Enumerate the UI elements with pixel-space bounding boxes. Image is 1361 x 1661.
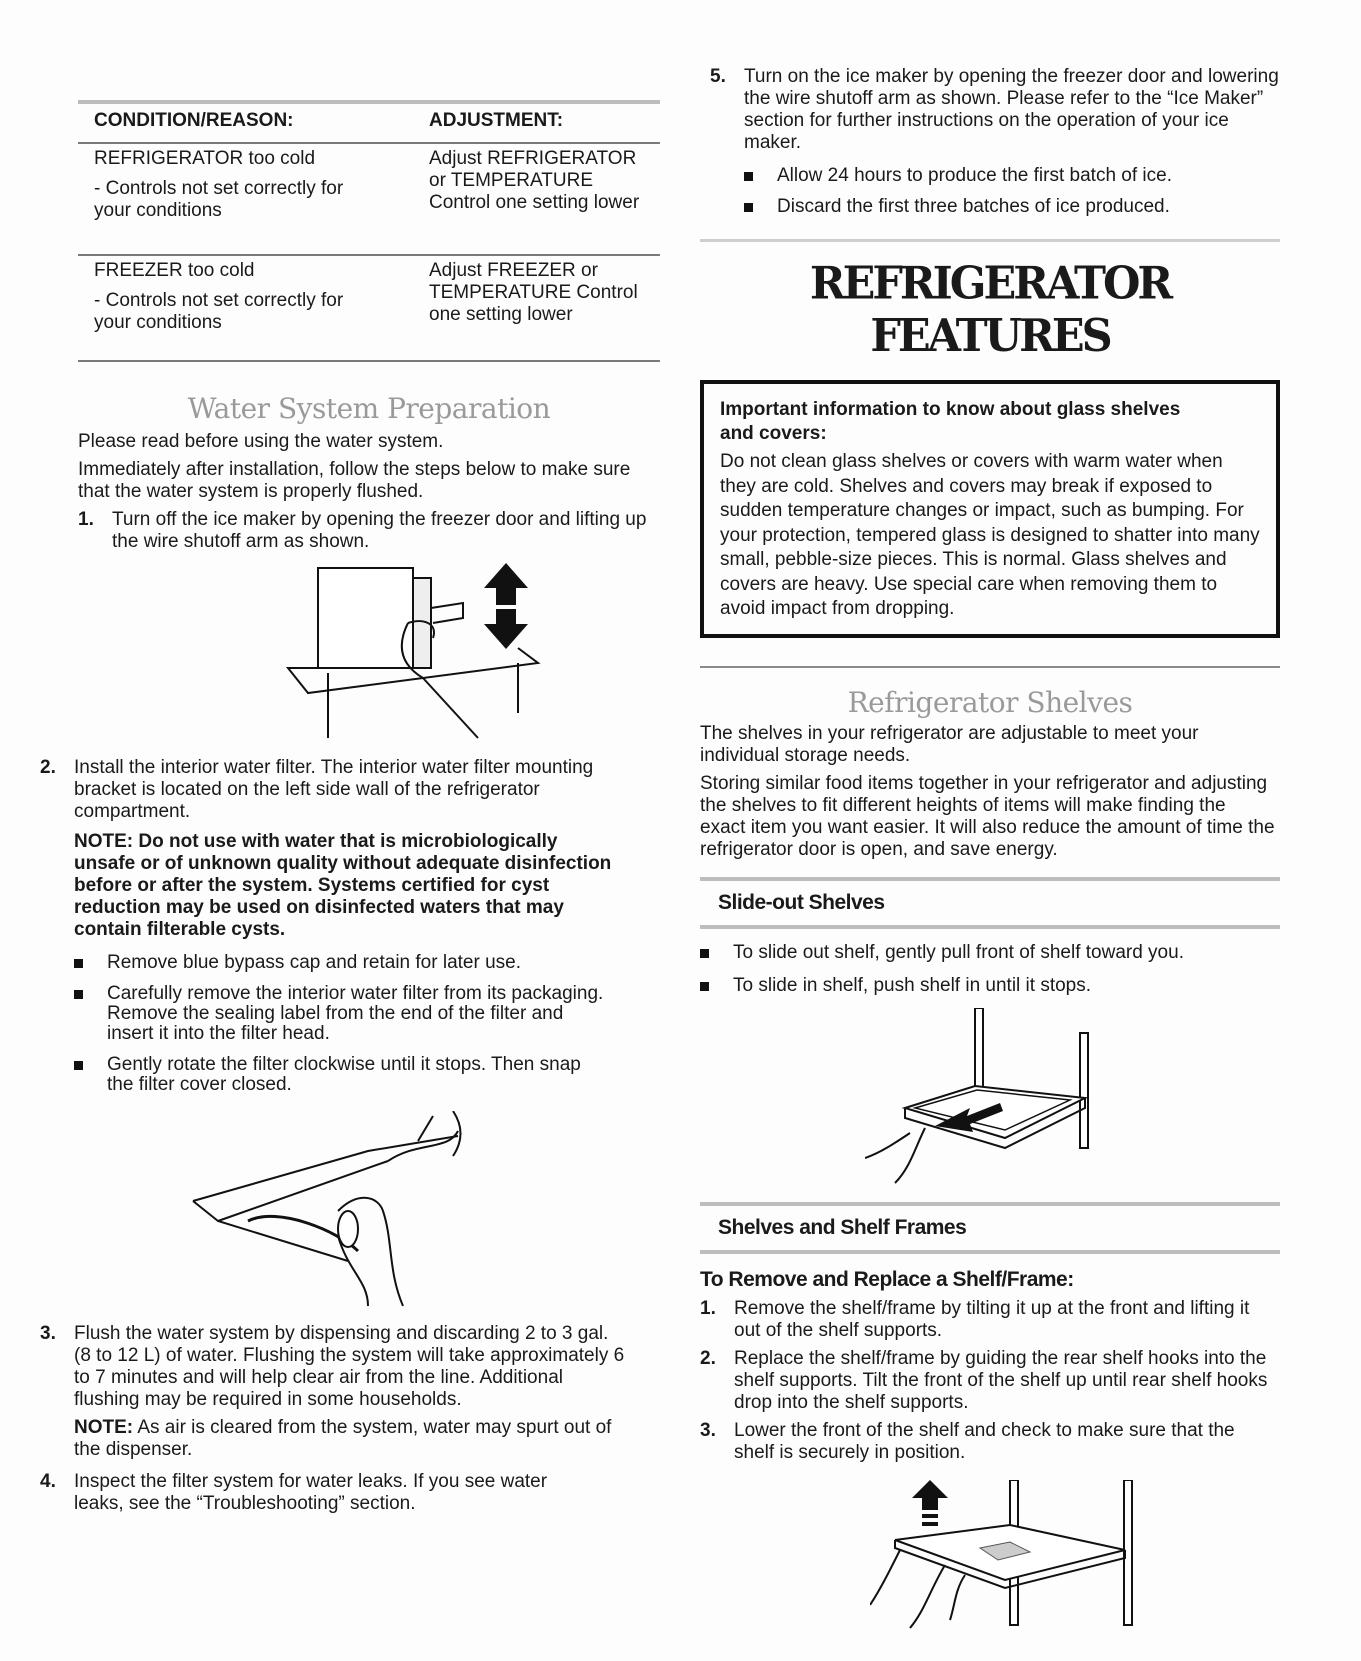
remove-shelf-illustration [870, 1480, 1150, 1630]
step-text: Install the interior water filter. The interior water filter mounting bracket is located on the left side wall of the refrigerator compartment. [74, 757, 594, 822]
step-number: 1. [78, 509, 94, 530]
step-number: 3. [40, 1323, 56, 1344]
row-reason: - Controls not set correctly for your conditions [94, 178, 344, 221]
step-5 [700, 66, 1280, 217]
table-row [78, 144, 660, 256]
step-1 [78, 509, 668, 553]
right-column [700, 66, 1280, 1630]
remove-replace-heading: To Remove and Replace a Shelf/Frame: [700, 1267, 1074, 1291]
water-filter-illustration [188, 1111, 488, 1311]
row-adjustment: Adjust FREEZER or TEMPERATURE Control one setting lower [429, 260, 638, 325]
water-intro-2: Immediately after installation, follow the steps below to make sure that the water system is properly flushed. [78, 459, 631, 502]
row-condition: FREEZER too cold [94, 260, 255, 281]
step-note: NOTE: Do not use with water that is microbiologically unsafe or of unknown quality without adequate disinfection before or after the system. Systems certified for cyst reduction may be used on disinfected waters that may contain filterable cysts. [74, 831, 612, 940]
shelves-title: Refrigerator Shelves [847, 685, 1133, 719]
left-column [40, 100, 668, 1515]
step-number: 2. [700, 1347, 716, 1369]
table-header [78, 100, 660, 144]
divider [700, 239, 1280, 242]
box-text: Do not clean glass shelves or covers with warm water when they are cold. Shelves and covers may break if exposed to sudden temperature changes or impact, such as bumping. For your protection, tempered glass is designed to shatter into many small, pebble-size pieces. This is normal. Glass shelves and covers are heavy. Use special care when removing them to avoid impact from dropping. [720, 451, 1260, 619]
step-2 [40, 757, 668, 1095]
list-item: Carefully remove the interior water filter from its packaging. Remove the sealing label from the end of the filter and insert it into the filter head. [74, 984, 668, 1044]
row-adjustment: Adjust REFRIGERATOR or TEMPERATURE Control one setting lower [429, 148, 640, 213]
slide-out-shelves-heading: Slide-out Shelves [700, 877, 1280, 929]
features-title: REFRIGERATOR FEATURES [809, 257, 1171, 363]
shelves-para-1: The shelves in your refrigerator are adjustable to meet your individual storage needs. [700, 722, 1199, 766]
list-item: To slide in shelf, push shelf in until it stops. [700, 976, 1280, 996]
table-row [78, 256, 660, 362]
step-text: Remove the shelf/frame by tilting it up at the front and lifting it out of the shelf supports. [734, 1297, 1250, 1341]
header-adjustment: ADJUSTMENT: [429, 110, 564, 131]
shelves-para-2: Storing similar food items together in your refrigerator and adjusting the shelves to fit different heights of items will make finding the exact item you want easier. It will also reduce the amount of time the refrigerator door is open, and save energy. [700, 772, 1275, 860]
list-item: Remove blue bypass cap and retain for later use. [74, 953, 668, 973]
slide-out-shelf-illustration [865, 1008, 1125, 1188]
row-condition: REFRIGERATOR too cold [94, 148, 316, 169]
remove-step-3 [700, 1420, 1280, 1464]
water-system-title: Water System Preparation [187, 392, 551, 425]
glass-info-box [700, 380, 1280, 638]
water-intro-1: Please read before using the water system. [78, 431, 444, 452]
step-3 [40, 1323, 668, 1461]
remove-step-1 [700, 1298, 1280, 1342]
step-number: 1. [700, 1297, 716, 1319]
step-number: 2. [40, 757, 56, 778]
row-reason: - Controls not set correctly for your conditions [94, 290, 344, 333]
list-item: Gently rotate the filter clockwise until it stops. Then snap the filter cover closed. [74, 1055, 668, 1095]
step-text: Turn off the ice maker by opening the freezer door and lifting up the wire shutoff arm as shown. [112, 509, 647, 552]
ice-maker-illustration [248, 563, 548, 745]
list-item: To slide out shelf, gently pull front of shelf toward you. [700, 943, 1280, 963]
box-heading: Important information to know about glass shelves and covers: [720, 399, 1181, 444]
header-condition: CONDITION/REASON: [94, 110, 294, 131]
step-number: 3. [700, 1419, 716, 1441]
adjustment-table [78, 100, 660, 362]
shelves-frames-heading: Shelves and Shelf Frames [700, 1202, 1280, 1254]
step-text: Replace the shelf/frame by guiding the rear shelf hooks into the shelf supports. Tilt the front of the shelf up until rear shelf hooks drop into the shelf supports. [734, 1347, 1268, 1413]
list-item: Allow 24 hours to produce the first batch of ice. [744, 166, 1280, 186]
step-number: 5. [710, 66, 726, 87]
step-text: Lower the front of the shelf and check to make sure that the shelf is securely in position. [734, 1419, 1235, 1463]
step-text: Turn on the ice maker by opening the freezer door and lowering the wire shutoff arm as shown. Please refer to the “Ice Maker” section for further instructions on the operation of your ice maker. [744, 66, 1279, 153]
divider [700, 666, 1280, 668]
remove-step-2 [700, 1348, 1280, 1414]
step-text: Inspect the filter system for water leaks. If you see water leaks, see the “Troubleshooting” section. [74, 1471, 548, 1514]
step-text: Flush the water system by dispensing and discarding 2 to 3 gal. (8 to 12 L) of water. Flushing the system will take approximately 6 to 7 minutes and will help clear air from the line. Additional flushing may be required in some households. [74, 1323, 625, 1410]
step-number: 4. [40, 1471, 56, 1492]
step-4 [40, 1471, 668, 1515]
step-note: NOTE: As air is cleared from the system, water may spurt out of the dispenser. [74, 1417, 612, 1460]
list-item: Discard the first three batches of ice produced. [744, 197, 1280, 217]
